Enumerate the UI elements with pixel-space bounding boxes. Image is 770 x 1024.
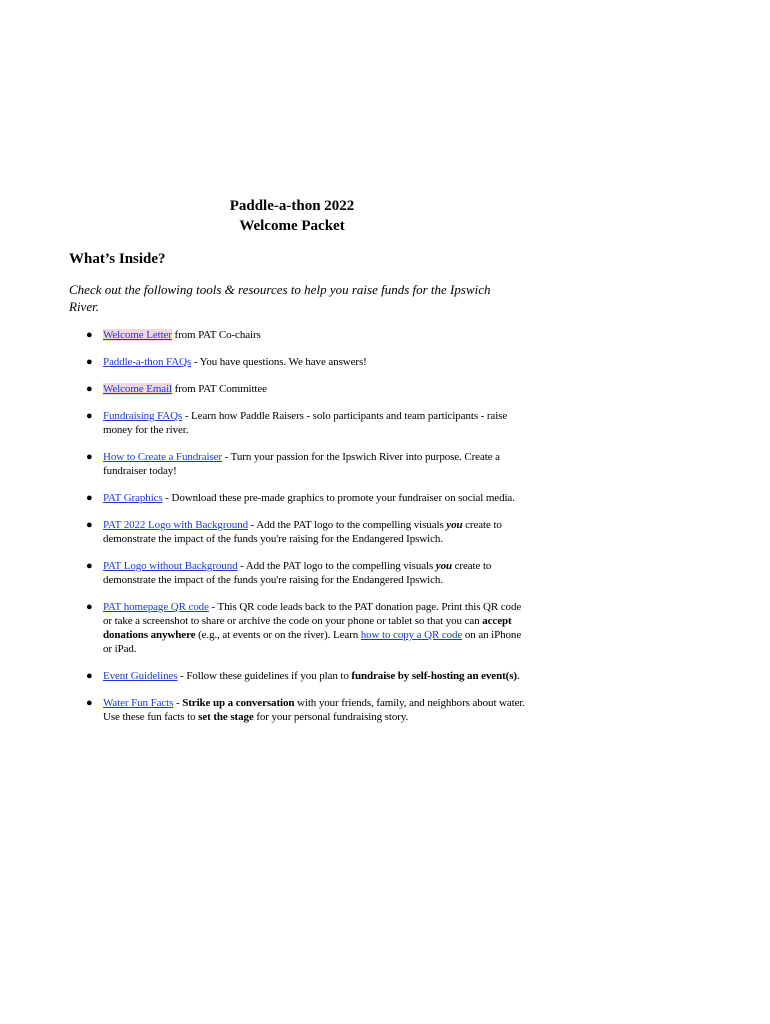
- paddle-a-thon-faqs-link[interactable]: Paddle-a-thon FAQs: [103, 356, 192, 368]
- item-description: - Download these pre-made graphics to promote your fundraiser on social media.: [162, 492, 515, 504]
- list-item-qr-code: [69, 600, 529, 656]
- bullet-icon: ●: [86, 451, 93, 463]
- bold-text: fundraise by self-hosting an event(s): [351, 670, 517, 682]
- list-item-logo-without-background: [69, 559, 529, 587]
- fundraising-faqs-link[interactable]: Fundraising FAQs: [103, 410, 183, 422]
- item-description-end: for your personal fundraising story.: [253, 711, 409, 723]
- item-description-cont: create to demonstrate the impact of the funds you're raising for the Endangered Ipswich.: [103, 519, 502, 545]
- bullet-icon: ●: [86, 560, 93, 572]
- item-description-cont: create to demonstrate the impact of the funds you're raising for the Endangered Ipswich.: [103, 560, 492, 586]
- title-line-1: Paddle-a-thon 2022: [229, 198, 355, 214]
- item-description-end: on an iPhone or iPad.: [103, 629, 522, 655]
- welcome-email-link[interactable]: Welcome Email: [103, 383, 172, 395]
- list-item-faqs: [69, 355, 529, 369]
- bullet-icon: ●: [86, 601, 93, 613]
- list-item-water-fun-facts: [69, 696, 529, 724]
- list-item-pat-graphics: [69, 491, 529, 505]
- list-item-welcome-email: [69, 382, 529, 396]
- document-title: [0, 196, 584, 236]
- emphasis-text: you: [446, 519, 463, 531]
- item-description: - Turn your passion for the Ipswich River into purpose. Create a fundraiser today!: [103, 451, 500, 477]
- item-description: from PAT Co-chairs: [171, 329, 261, 341]
- item-description-cont: (e.g., at events or on the river). Learn: [195, 629, 361, 641]
- bold-text-2: set the stage: [198, 711, 254, 723]
- pat-graphics-link[interactable]: PAT Graphics: [103, 492, 163, 504]
- bullet-icon: ●: [86, 492, 93, 504]
- list-item-logo-with-background: [69, 518, 529, 546]
- item-description: from PAT Committee: [171, 383, 267, 395]
- item-description-cont: .: [516, 670, 520, 682]
- welcome-letter-link[interactable]: Welcome Letter: [103, 329, 172, 341]
- bold-text: accept donations anywhere: [103, 615, 512, 641]
- item-description: - Add the PAT logo to the compelling visuals: [248, 519, 447, 531]
- water-fun-facts-link[interactable]: Water Fun Facts: [103, 697, 174, 709]
- bold-text: Strike up a conversation: [182, 697, 295, 709]
- bullet-icon: ●: [86, 697, 93, 709]
- copy-qr-code-link[interactable]: how to copy a QR code: [360, 629, 463, 641]
- list-item-event-guidelines: [69, 669, 529, 683]
- item-description-cont: with your friends, family, and neighbors about water. Use these fun facts to: [103, 697, 526, 723]
- logo-without-background-link[interactable]: PAT Logo without Background: [103, 560, 238, 572]
- bullet-icon: ●: [86, 329, 93, 341]
- logo-with-background-link[interactable]: PAT 2022 Logo with Background: [103, 519, 248, 531]
- item-description: - This QR code leads back to the PAT donation page. Print this QR code or take a screenshot to share or archive the code on your phone or tablet so that you can: [103, 601, 522, 627]
- resource-list: [69, 328, 529, 737]
- create-fundraiser-link[interactable]: How to Create a Fundraiser: [103, 451, 222, 463]
- section-heading: What’s Inside?: [69, 251, 166, 267]
- item-description: - Learn how Paddle Raisers - solo participants and team participants - raise money for the river.: [103, 410, 508, 436]
- item-description: - Add the PAT logo to the compelling visuals: [237, 560, 436, 572]
- bullet-icon: ●: [86, 356, 93, 368]
- bullet-icon: ●: [86, 670, 93, 682]
- bullet-icon: ●: [86, 519, 93, 531]
- qr-code-link[interactable]: PAT homepage QR code: [103, 601, 209, 613]
- bullet-icon: ●: [86, 383, 93, 395]
- list-item-welcome-letter: [69, 328, 529, 342]
- event-guidelines-link[interactable]: Event Guidelines: [103, 670, 178, 682]
- intro-text: Check out the following tools & resources to help you raise funds for the Ipswich River.: [69, 282, 491, 314]
- item-description: -: [173, 697, 183, 709]
- list-item-fundraising-faqs: [69, 409, 529, 437]
- bullet-icon: ●: [86, 410, 93, 422]
- item-description: - Follow these guidelines if you plan to: [177, 670, 352, 682]
- item-description: - You have questions. We have answers!: [191, 356, 367, 368]
- list-item-create-fundraiser: [69, 450, 529, 478]
- emphasis-text: you: [435, 560, 452, 572]
- title-line-2: Welcome Packet: [239, 218, 345, 234]
